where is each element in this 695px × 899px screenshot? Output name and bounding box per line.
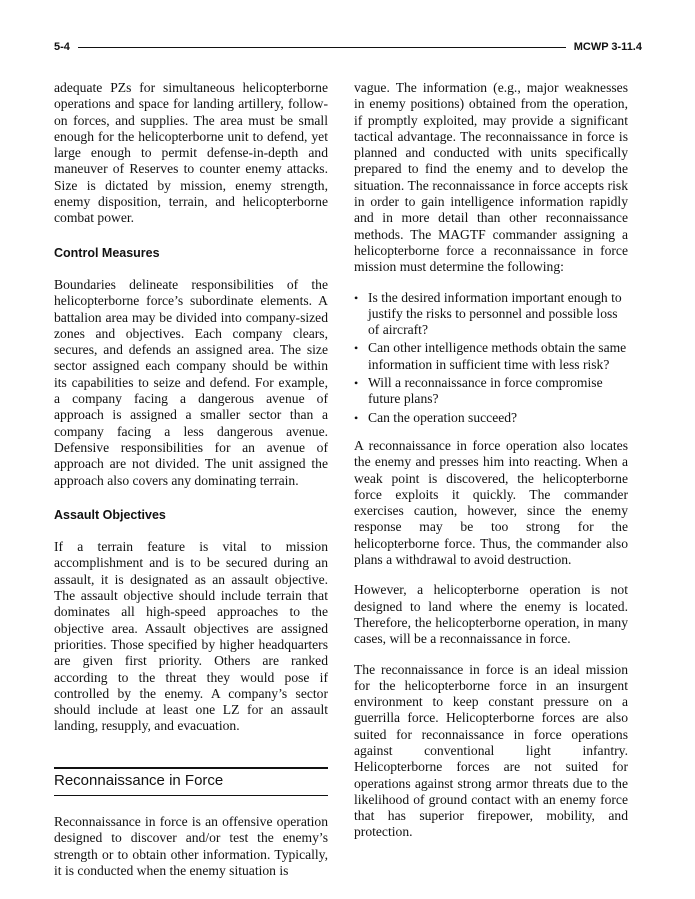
bullet-icon: • xyxy=(354,290,359,305)
recon-intro-paragraph: Reconnaissance in force is an offensive operation designed to discover and/or test the enemy’s strength or to obtain other information. Typically, it is conducted when the enemy situation is xyxy=(54,813,328,878)
document-id: MCWP 3-11.4 xyxy=(573,41,642,53)
list-item-text: Can other intelligence methods obtain the same information in sufficient time with less risk? xyxy=(368,340,627,372)
page-header xyxy=(54,38,642,56)
continued-paragraph: vague. The information (e.g., major weaknesses in enemy positions) obtained from the operation, if promptly exploited, may provide a significant tactical advantage. The reconnaissance in force is planned and conducted with units specifically prepared to find the enemy and to develop the situation. The reconnaissance in force accepts risk in order to gain intelligence information rapidly and in more detail than other reconnaissance methods. The MAGTF commander assigning a helicopterborne force a reconnaissance in force mission must determine the following: xyxy=(354,80,628,275)
bullet-icon: • xyxy=(354,341,359,356)
determination-list xyxy=(354,290,628,426)
assault-objectives-paragraph: If a terrain feature is vital to mission accomplishment and is to be secured during an assault, it is designated as an assault objective. The assault objective should include terrain that dominates all high-speed approaches to the objective area. Assault objectives are assigned priorities. Those specified by higher headquarters are given first priority. Others are ranked according to the threat they would pose if controlled by the enemy. A company’s sector should include at least one LZ for an assault landing, resupply, and evacuation. xyxy=(54,539,328,734)
however-paragraph: However, a helicopterborne operation is not designed to land where the enemy is located. Therefore, the helicopterborne operation, in many cases, will be a reconnaissance in force. xyxy=(354,582,628,647)
control-measures-heading: Control Measures xyxy=(54,245,160,260)
bullet-icon: • xyxy=(354,410,359,425)
list-item xyxy=(354,410,628,426)
left-column xyxy=(54,80,328,893)
list-item-text: Will a reconnaissance in force compromise future plans? xyxy=(368,375,603,407)
list-item xyxy=(354,340,628,373)
header-rule xyxy=(78,47,566,48)
control-measures-paragraph: Boundaries delineate responsibilities of the helicopterborne force’s subordinate elements. A battalion area may be divided into company-sized zones and objectives. Each company clears, secures, and defends an assigned area. The size sector assigned each company should be within its capabilities to seize and defend. For example, a company facing a dangerous avenue of approach is assigned a smaller sector than a company facing a less dangerous avenue. Defensive responsibilities for an avenue of approach are not divided. The unit assigned the approach also covers any dominating terrain. xyxy=(54,276,328,488)
list-item-text: Can the operation succeed? xyxy=(368,409,518,425)
reconnaissance-in-force-heading: Reconnaissance in Force xyxy=(54,771,224,789)
section-heading-block xyxy=(54,767,328,796)
bullet-icon: • xyxy=(354,376,359,391)
intro-paragraph: adequate PZs for simultaneous helicopterborne operations and space for landing artillery, follow-on forces, and supplies. The area must be small enough for the helicopterborne unit to defend, yet large enough to permit defense-in-depth and maneuver of Reserves to counter enemy attacks. Size is dictated by mission, enemy strength, enemy disposition, terrain, and helicopterborne combat power. xyxy=(54,80,328,226)
page-number: 5-4 xyxy=(54,41,70,53)
right-column xyxy=(354,80,628,855)
list-item xyxy=(354,290,628,339)
assault-objectives-heading: Assault Objectives xyxy=(54,507,166,522)
list-item xyxy=(354,375,628,408)
ideal-mission-paragraph: The reconnaissance in force is an ideal mission for the helicopterborne force in an insurgent environment to keep constant pressure on a guerrilla force. Helicopterborne forces are also suited for reconnaissance in force operations against conventional light infantry. Helicopterborne forces are not suited for operations against strong armor threats due to the likelihood of ground contact with an enemy force that has superior firepower, mobility, and protection. xyxy=(354,661,628,840)
locates-paragraph: A reconnaissance in force operation also locates the enemy and presses him into reacting. When a weak point is discovered, the helicopterborne force exploits it quickly. The commander exercises caution, however, since the enemy response may be too strong for the helicopterborne force. Thus, the commander also plans a withdrawal to avoid destruction. xyxy=(354,437,628,568)
list-item-text: Is the desired information important enough to justify the risks to personnel and possible loss of aircraft? xyxy=(368,289,622,338)
